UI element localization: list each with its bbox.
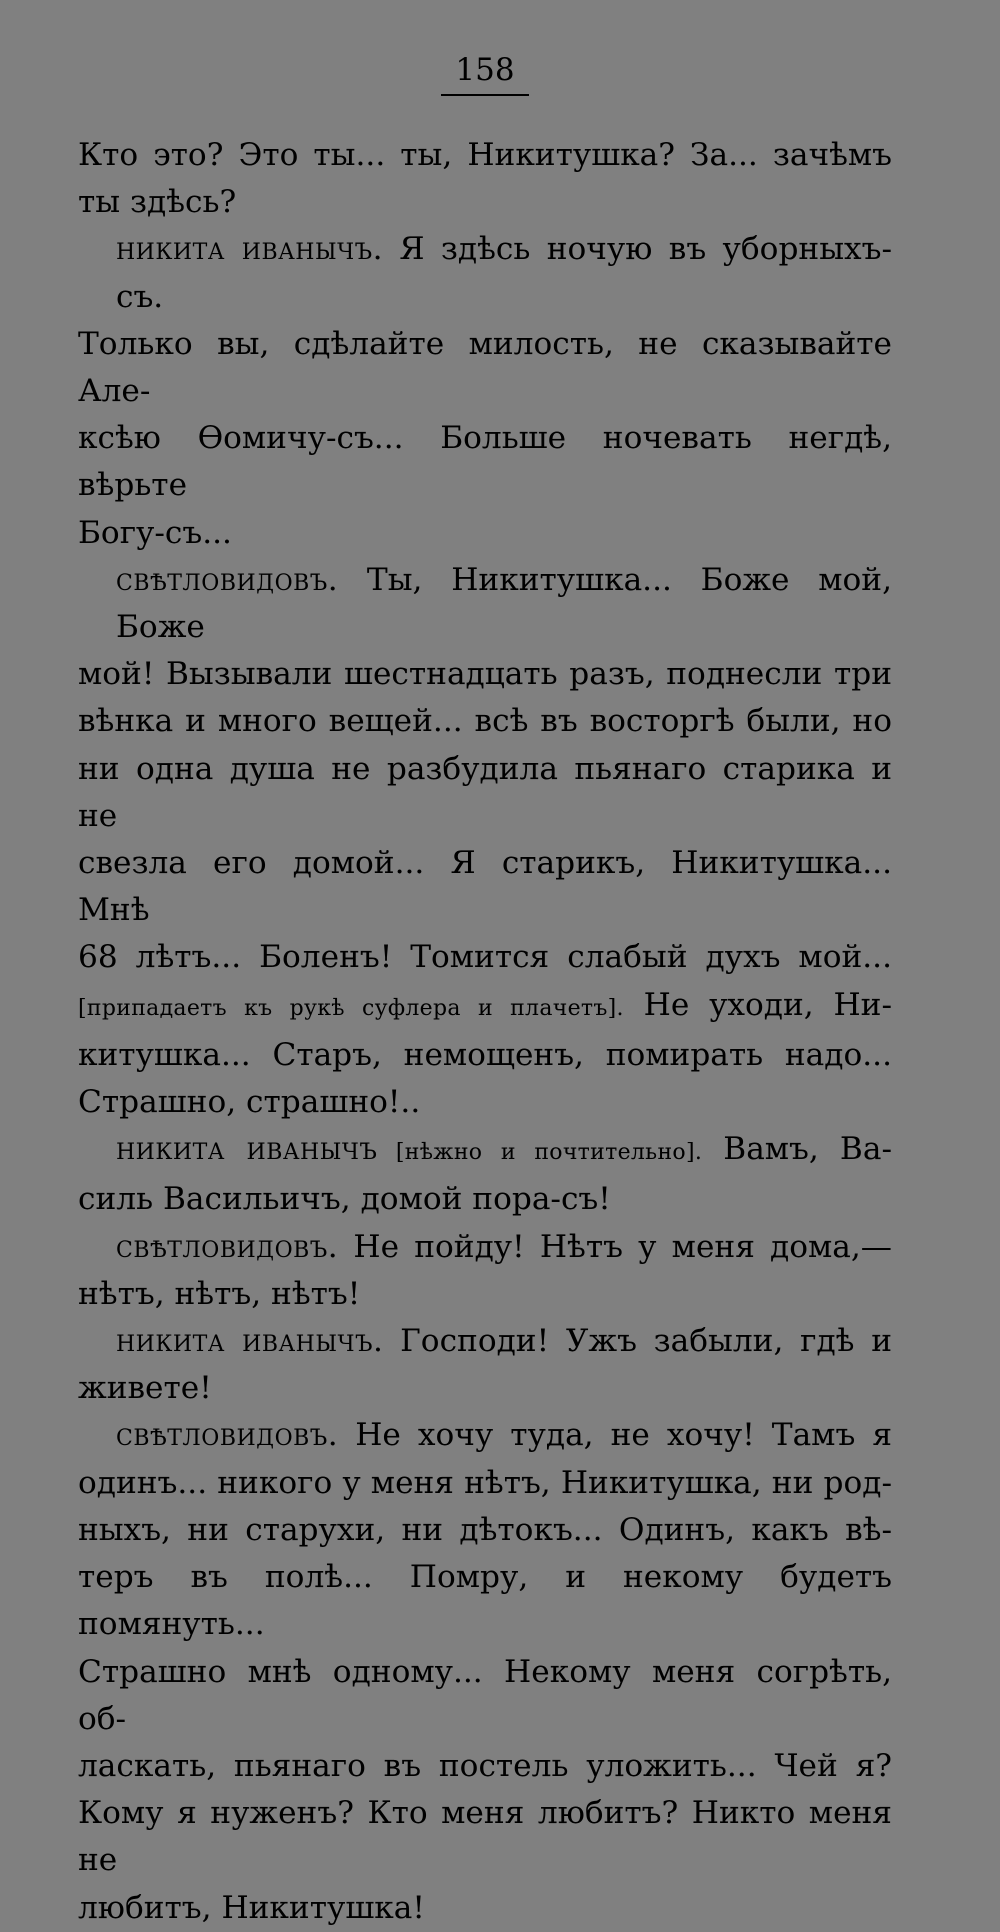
line-text: китушка... Старъ, немощенъ, помирать надо... [78, 1036, 892, 1073]
text-line [78, 934, 892, 981]
text-line [78, 982, 892, 1032]
dialogue-paragraph [78, 1224, 892, 1318]
line-text: Ты, Никитушка... Боже мой, Боже [116, 561, 892, 646]
line-text: ласкать, пьянаго въ постель уложить... Чей я? [78, 1747, 892, 1784]
line-text: Не уходи, Ни- [623, 986, 892, 1023]
body-text [78, 132, 892, 1932]
text-line [78, 415, 892, 509]
line-text: 68 лѣтъ... Боленъ! Томится слабый духъ мой... [78, 939, 892, 976]
line-text: ксѣю Ѳомичу-съ... Больше ночевать негдѣ, вѣрьте [78, 420, 892, 504]
speaker-name: никита иванычъ [116, 1131, 378, 1168]
speaker-name: никита иванычъ. [116, 231, 384, 268]
text-line [78, 510, 892, 557]
dialogue-paragraph [78, 1412, 892, 1931]
text-line [78, 1176, 892, 1223]
line-text: силь Васильичъ, домой пора-съ! [78, 1181, 611, 1218]
speaker-name: свѣтловидовъ. [116, 561, 339, 598]
text-line [78, 1032, 892, 1079]
dialogue-paragraph [78, 1126, 892, 1223]
line-text: мой! Вызывали шестнадцать разъ, поднесли три [78, 656, 892, 693]
line-text: ты здѣсь? [78, 184, 237, 221]
speaker-name: свѣтловидовъ. [116, 1417, 339, 1454]
line-text: Не хочу туда, не хочу! Тамъ я [338, 1417, 892, 1454]
line-text: Богу-съ... [78, 514, 232, 551]
text-line [78, 1412, 892, 1459]
text-line [78, 1079, 892, 1126]
speaker-name: никита иванычъ. [116, 1323, 384, 1360]
dialogue-paragraph [78, 226, 892, 556]
text-line [78, 698, 892, 745]
text-line [78, 1318, 892, 1365]
text-line [78, 1554, 892, 1648]
text-line [78, 1507, 892, 1554]
line-text: Не пойду! Нѣтъ у меня дома,— [338, 1228, 892, 1265]
text-paragraph [78, 132, 892, 226]
text-line [78, 651, 892, 698]
page-number-rule [441, 94, 529, 96]
text-line [78, 1224, 892, 1271]
text-line [78, 746, 892, 840]
text-line [78, 1460, 892, 1507]
dialogue-paragraph [78, 557, 892, 1126]
text-line [78, 226, 892, 320]
line-text: ныхъ, ни старухи, ни дѣтокъ... Одинъ, какъ вѣ- [78, 1511, 892, 1548]
line-text: свезла его домой... Я старикъ, Никитушка... Мнѣ [78, 845, 892, 929]
line-text: ни одна душа не разбудила пьянаго старика и не [78, 750, 892, 834]
line-text: теръ въ полѣ... Помру, и некому будетъ помянуть... [78, 1559, 892, 1643]
line-text: живете! [78, 1370, 212, 1407]
text-line [78, 1743, 892, 1790]
text-line [78, 557, 892, 651]
text-line [78, 1885, 892, 1932]
line-text: нѣтъ, нѣтъ, нѣтъ! [78, 1275, 361, 1312]
text-line [78, 1271, 892, 1318]
text-line [78, 1790, 892, 1884]
text-line [78, 840, 892, 934]
speaker-name: свѣтловидовъ. [116, 1228, 339, 1265]
line-text: вѣнка и много вещей... всѣ въ восторгѣ были, но [78, 703, 892, 740]
text-line [78, 1365, 892, 1412]
line-text: Страшно, страшно!.. [78, 1084, 421, 1121]
text-line [78, 179, 892, 226]
line-text: Господи! Ужъ забыли, гдѣ и [383, 1323, 893, 1360]
line-text: Вамъ, Ва- [702, 1131, 892, 1168]
line-text: Кто это? Это ты... ты, Никитушка? За... зачѣмъ [78, 137, 892, 173]
line-text: Только вы, сдѣлайте милость, не сказывайте Але- [78, 325, 892, 410]
dialogue-paragraph [78, 1318, 892, 1412]
line-text: Я здѣсь ночую въ уборныхъ-съ. [116, 231, 892, 315]
line-text: любитъ, Никитушка! [78, 1889, 425, 1926]
text-line [78, 1649, 892, 1743]
stage-direction: [припадаетъ къ рукѣ суфлера и плачетъ]. [78, 995, 624, 1021]
line-text: Кому я нуженъ? Кто меня любитъ? Никто меня не [78, 1795, 892, 1879]
stage-direction: [нѣжно и почтительно]. [377, 1140, 703, 1166]
text-line [78, 321, 892, 415]
line-text: Страшно мнѣ одному... Некому меня согрѣть, об- [78, 1653, 892, 1737]
text-line [78, 1126, 892, 1176]
text-line [78, 132, 892, 179]
page-number: 158 [455, 52, 515, 88]
line-text: одинъ... никого у меня нѣтъ, Никитушка, ни род- [78, 1464, 892, 1501]
